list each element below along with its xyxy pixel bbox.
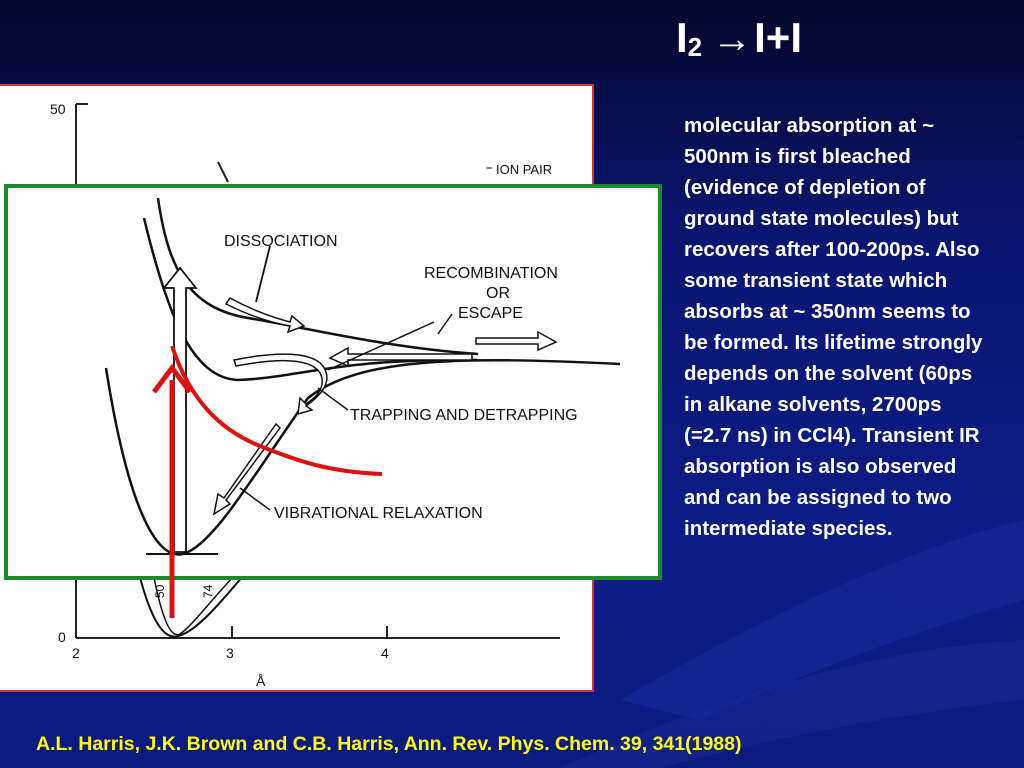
arrow-right-icon: →	[712, 17, 753, 61]
title-subscript: 2	[687, 32, 703, 62]
label-dissociation: DISSOCIATION	[224, 233, 338, 250]
y-tick-50: 50	[50, 101, 66, 117]
label-trapping: TRAPPING AND DETRAPPING	[350, 407, 578, 424]
label-or: OR	[486, 285, 510, 302]
x-unit-label: Å	[256, 673, 266, 689]
partial-label-74: 74	[201, 584, 215, 598]
partial-label-50: 50	[153, 584, 167, 598]
x-tick-4: 4	[381, 645, 389, 661]
title-products: I+I	[754, 14, 803, 61]
label-vibrational: VIBRATIONAL RELAXATION	[274, 505, 483, 522]
title-base: I	[676, 14, 688, 61]
label-recombination: RECOMBINATION	[424, 265, 558, 282]
y-tick-0: 0	[58, 629, 66, 645]
red-transient-curve	[172, 346, 382, 474]
x-tick-3: 3	[226, 645, 234, 661]
ion-pair-label: ION PAIR	[496, 162, 553, 177]
x-tick-2: 2	[72, 645, 80, 661]
description-text: molecular absorption at ~ 500nm is first bleached (evidence of depletion of ground state molecules) but recovers after 100-200ps. Also some transient state which absorbs at ~ 350nm seems to be formed. Its lifetime strongly depends on the solvent (60ps in alkane solvents, 2700ps (=2.7 ns) in CCl4). Transient IR absorption is also observed and can be assigned to two intermediate species.	[684, 114, 983, 540]
label-escape: ESCAPE	[458, 305, 523, 322]
citation: A.L. Harris, J.K. Brown and C.B. Harris, Ann. Rev. Phys. Chem. 39, 341(1988)	[36, 733, 742, 755]
